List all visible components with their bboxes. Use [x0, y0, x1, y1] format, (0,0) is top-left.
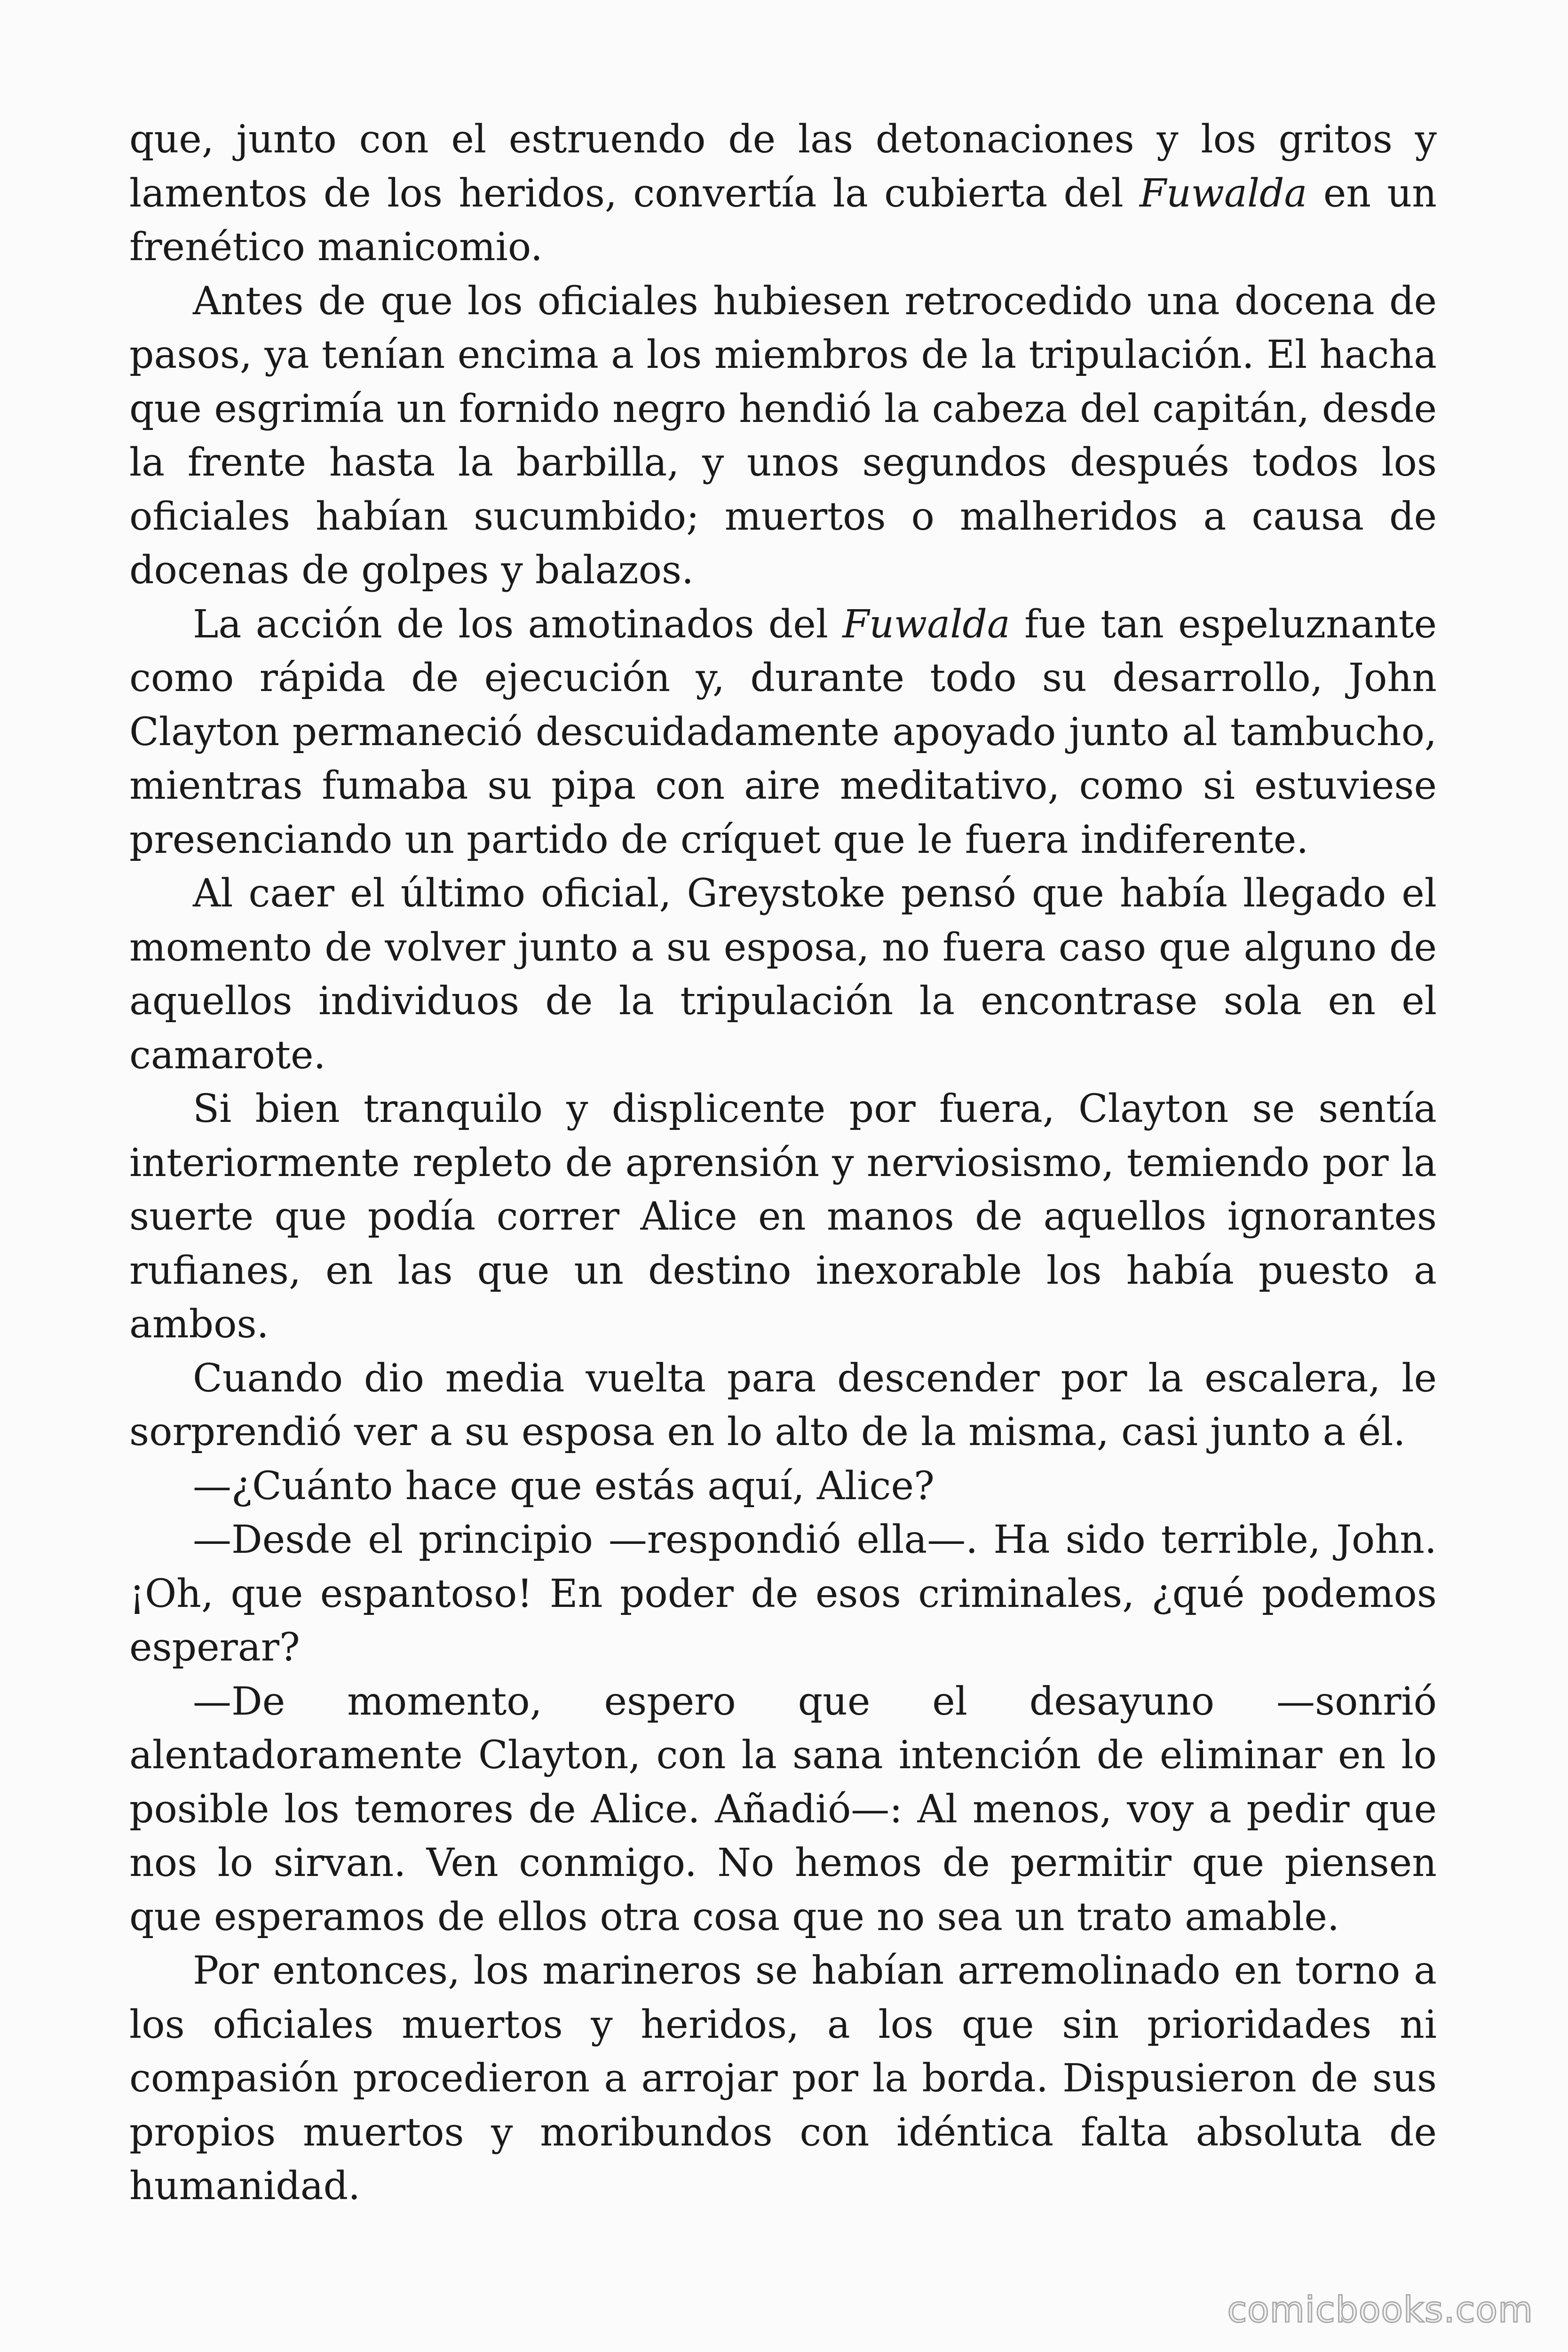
ship-name: Fuwalda [842, 602, 1010, 647]
text-run: en un frenético manicomio. [129, 171, 1437, 270]
text-run: Al caer el último oficial, Greystoke pensó que había llegado el momento de volver junto a su esposa, no fuera caso que alguno de aquellos individuos de la tripulación la encontrase sola en el camarote. [129, 871, 1437, 1078]
text-run: —De momento, espero que el desayuno —sonrió alentadoramente Clayton, con la sana intención de eliminar en lo posible los temores de Alice. Añadió—: Al menos, voy a pedir que nos lo sirvan. Ven conmigo. No hemos de permitir que piensen que esperamos de ellos otra cosa que no sea un trato amable. [129, 1679, 1437, 1939]
paragraph [129, 275, 1437, 598]
dialogue-line [129, 1675, 1437, 1945]
watermark-logo: comicbooks.com [1227, 2288, 1533, 2330]
text-run: fue tan espeluznante como rápida de ejecución y, durante todo su desarrollo, John Clayton permaneció descuidadamente apoyado junto al tambucho, mientras fumaba su pipa con aire meditativo, como si estuviese presenciando un partido de críquet que le fuera indiferente. [129, 602, 1437, 862]
dialogue-line [129, 1460, 1437, 1514]
dialogue-line [129, 1513, 1437, 1675]
paragraph [129, 1944, 1437, 2214]
paragraph [129, 113, 1437, 275]
text-run: Si bien tranquilo y displicente por fuera, Clayton se sentía interiormente repleto de aprensión y nerviosismo, temiendo por la suerte que podía correr Alice en manos de aquellos ignorantes rufianes, en las que un destino inexorable los había puesto a ambos. [129, 1087, 1437, 1347]
ship-name: Fuwalda [1140, 171, 1307, 216]
text-run: —Desde el principio —respondió ella—. Ha sido terrible, John. ¡Oh, que espantoso! En poder de esos criminales, ¿qué podemos esperar? [129, 1518, 1437, 1670]
text-run: que, junto con el estruendo de las detonaciones y los gritos y lamentos de los heridos, convertía la cubierta del [129, 117, 1437, 216]
text-run: La acción de los amotinados del [193, 602, 843, 647]
paragraph [129, 1352, 1437, 1460]
paragraph [129, 1082, 1437, 1352]
paragraph [129, 867, 1437, 1082]
paragraph [129, 598, 1437, 867]
text-run: —¿Cuánto hace que estás aquí, Alice? [193, 1463, 934, 1509]
text-run: Antes de que los oficiales hubiesen retrocedido una docena de pasos, ya tenían encima a los miembros de la tripulación. El hacha que esgrimía un fornido negro hendió la cabeza del capitán, desde la frente hasta la barbilla, y unos segundos después todos los oficiales habían sucumbido; muertos o malheridos a causa de docenas de golpes y balazos. [129, 278, 1437, 593]
book-page [129, 113, 1437, 2211]
text-run: Cuando dio media vuelta para descender por la escalera, le sorprendió ver a su esposa en lo alto de la misma, casi junto a él. [129, 1356, 1437, 1454]
body-text [129, 113, 1437, 2214]
text-run: Por entonces, los marineros se habían arremolinado en torno a los oficiales muertos y heridos, a los que sin prioridades ni compasión procedieron a arrojar por la borda. Dispusieron de sus propios muertos y moribundos con idéntica falta absoluta de humanidad. [129, 1948, 1437, 2209]
